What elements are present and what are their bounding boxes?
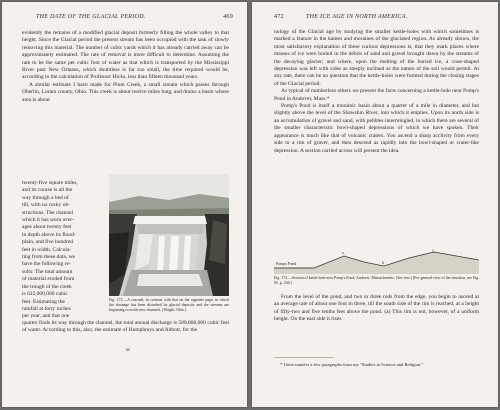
narrow-column-line: way through a bed of — [22, 194, 69, 201]
left-running-head: THE DATE OF THE GLACIAL PERIOD. — [36, 14, 146, 20]
right-page — [252, 2, 498, 407]
narrow-column-line: per year, and that one — [22, 313, 70, 320]
narrow-column-line: in depth above its flood- — [22, 231, 76, 238]
footnote-rule — [274, 357, 334, 358]
narrow-column-line: have the following re- — [22, 261, 71, 268]
cascade-photo — [109, 174, 229, 296]
right-running-head: THE ICE AGE IN NORTH AMERICA. — [306, 14, 408, 20]
left-page — [2, 2, 247, 407]
diagram-label-c: c — [432, 248, 434, 253]
narrow-column-line: feet in width. Calcula- — [22, 246, 72, 253]
left-paragraph-2-tail: quarter finds its way through the channel, the total annual discharge is 580,800,000 cubic feet of water. According to this, also, the estimate of Humphreys and Abbott, for the — [22, 320, 229, 334]
narrow-column-line: plain, and five hundred — [22, 239, 74, 246]
left-paragraph-1: evidently the remains of a modified glacial deposit formerly filling the whole valley to that height. Since the Glacial period the present stream has been occupied with the task of slowly removing this material. The number of cubic yards which it has already carried away can be approximately estimated. The rate of removal is more difficult to determine. Assuming the rate to be the same per cubic foot of water as that which is transported by the Mississippi River past New Orleans, which doubtless is far too small, the time required would be, according to the calculation of Professor Hicks, less than fifteen thousand years. — [22, 30, 229, 81]
left-footer-mark: sc — [126, 348, 131, 353]
right-paragraph-4: From the level of the pond, and two or three rods from the edge, you begin to ascend at an average rate of about one foot in three, till the south side of the rim is reached, at a height of fifty-two and five tenths feet above the pond. (a) This rim is not, however, of a uniform height. On the east side it rises — [274, 294, 479, 323]
diagram-label-a: a — [342, 250, 344, 255]
right-page-number: 472 — [274, 14, 284, 20]
left-body-top — [22, 30, 229, 104]
left-body-bottom — [22, 320, 229, 335]
diagram-label-pond: Pomps Pond — [276, 261, 297, 266]
right-paragraph-2: As typical of numberless others we present the facts concerning a kettle-hole near Pomp's Pond in Andover, Mass.* — [274, 88, 479, 102]
narrow-column-line: which it has worn aver- — [22, 217, 74, 224]
kettle-hole-section-diagram — [274, 248, 479, 274]
cascade-caption: Fig. 173.—A cascade, in contrast with that on the opposite page, in which the drainage has been disturbed by glacial deposits and the streams are beginning to erode new channels. (Wright, Ohio.) — [109, 298, 229, 312]
diagram-label-b: b — [382, 260, 384, 265]
right-body-top — [274, 29, 479, 155]
narrow-column-line: rainfall at forty inches — [22, 305, 71, 312]
cascade-figure — [109, 174, 229, 312]
narrow-column-line: and its course is all the — [22, 187, 73, 194]
kettle-hole-caption: Fig. 174.—Section of kettle-hole near Pomp's Pond, Andover, Massachusetts. (See text.) (For general view of the situation, see Fig. 65, p. 236.) — [274, 276, 479, 285]
left-page-header — [36, 14, 233, 20]
right-paragraph-1: nology of the Glacial age by studying the smaller kettle-holes with which sometimes is marked a feature in the kames and moraines of the glaciated region. As already shown, the most satisfactory explanation of these curious depressions is, that they mark places where masses of ice were buried in the débris of sand and gravel brought down by the streams of the decaying glacier; and where, upon the melting of the buried ice, a cone-shaped depression was left with sides as steeply inclined as the nature of the soil would permit. At any rate, there can be no question that the kettle-holes were formed during the closing stages of the Glacial period. — [274, 29, 479, 87]
footnote: * I here transfer a few paragraphs from my "Studies in Science and Religion." — [280, 362, 424, 367]
right-paragraph-3: Pomp's Pond is itself a morainic basin about a quarter of a mile in diameter, and but slightly above the level of the Shawshin River, into which it empties. Upon its north side is an accumulation of gravel and sand, with pebbles intermingled, in which there are several of the smaller characteristic bowl-shaped depressions of which we have spoken. Their appearance is much like that of volcanic craters. You ascend a sharp acclivity from every side to a rim of gravel, and then descend as rapidly into the bowl-shaped or crater-like depression. A section carried across will present the idea. — [274, 103, 479, 154]
narrow-column-line: sults: The total amount — [22, 268, 73, 275]
right-body-bottom — [274, 294, 479, 324]
narrow-column-line: ting from these data, we — [22, 254, 75, 261]
narrow-column-line: of material eroded from — [22, 276, 75, 283]
narrow-column-line: till, with no rocky ob- — [22, 202, 71, 209]
narrow-column-line: ages about twenty feet — [22, 224, 72, 231]
narrow-column-line: twenty-five square miles, — [22, 180, 78, 186]
narrow-column-line: is 622,000,000 cubic — [22, 291, 68, 298]
left-narrow-column — [22, 180, 106, 321]
narrow-column-line: structions. The channel — [22, 209, 74, 216]
right-page-header — [274, 14, 478, 20]
kettle-hole-section-figure — [274, 248, 479, 292]
left-paragraph-2-lead: A similar estimate I have made for Plum Creek, a small stream which passes through Oberlin, Lorain county, Ohio. This creek is about twelve miles long, and drains a basin whose area is about — [22, 81, 229, 103]
narrow-column-line: feet. Estimating the — [22, 298, 65, 305]
narrow-column-line: the trough of the creek — [22, 283, 72, 290]
left-page-number: 469 — [223, 14, 233, 20]
